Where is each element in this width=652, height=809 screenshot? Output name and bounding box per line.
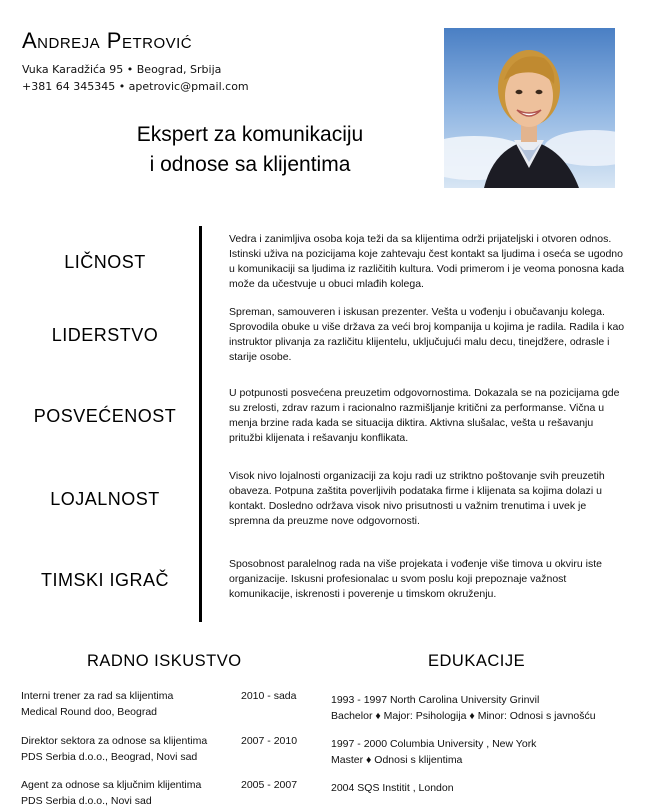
job-company: PDS Serbia d.o.o., Beograd, Novi sad bbox=[21, 751, 198, 763]
trait-text-lojalnost: Visok nivo lojalnosti organizaciji za koju radi uz striktno poštovanje svih preuzetih obaveza. Potpuna zaštita poverljivih podataka firme i klijenata sa kojima dolazi u kontakt. Dosledno održava visok nivo prisutnosti u važnim trenutima i uvek je spremna da preuzme nove odgovornosti. bbox=[229, 470, 605, 527]
job-entry bbox=[21, 688, 297, 720]
job-years: 2010 - sada bbox=[241, 690, 297, 702]
trait-label-posvecenost: POSVEĆENOST bbox=[33, 406, 177, 426]
resume-name: Andreja Petrović bbox=[22, 28, 193, 53]
job-entry bbox=[21, 733, 298, 765]
job-entry bbox=[21, 777, 298, 809]
job-company: PDS Serbia d.o.o., Novi sad bbox=[21, 795, 152, 807]
job-company: Medical Round doo, Beograd bbox=[21, 706, 158, 718]
contact-address-line: Vuka Karadžića 95 • Beograd, Srbija bbox=[22, 63, 222, 76]
headline bbox=[40, 120, 460, 180]
trait-text-timski-igrac: Sposobnost paralelnog rada na više projekata i vođenje više timova u okviru iste organizacije. Iskusni profesionalac u svom poslu koji prepoznaje važnost komunikacije, iskrenosti i poverenje u timskom okruženju. bbox=[229, 558, 602, 600]
trait-label-licnost: LIČNOST bbox=[64, 252, 146, 272]
job-role: Interni trener za rad sa klijentima bbox=[21, 690, 174, 702]
education-entry bbox=[331, 780, 454, 796]
education-entry bbox=[331, 736, 536, 768]
job-role: Direktor sektora za odnose sa klijentima bbox=[21, 735, 208, 747]
education-line-2: Bachelor ♦ Major: Psihologija ♦ Minor: Odnosi s javnošću bbox=[331, 710, 596, 722]
education-line-1: 2004 SQS Institit , London bbox=[331, 782, 454, 794]
headline-line-1: Ekspert za komunikaciju bbox=[136, 123, 364, 146]
trait-text-liderstvo: Spreman, samouveren i iskusan prezenter. Vešta u vođenju i obučavanju kolega. Sprovodila obuke u više država za veći broj kompanija u kojima je radila. Radila i kao instruktor plivanja za različitu klijentelu, uključujući malu decu, tinejdžere, odrasle i starije osobe. bbox=[229, 306, 625, 363]
job-years: 2007 - 2010 bbox=[241, 735, 298, 747]
trait-text-posvecenost: U potpunosti posvećena preuzetim odgovornostima. Dokazala se na pozicijama gde su zrelosti, zdrav razum i racionalno razmišljanje kritični za performanse. Vična u menja brzine rada kada se situacija diktira. Aktivna slušalac, vešta u rešavanju pritužbi klijenata i rešavanju konflikata. bbox=[229, 387, 620, 444]
contact-phone-email-line: +381 64 345345 • apetrovic@pmail.com bbox=[22, 80, 249, 93]
education-line-1: 1997 - 2000 Columbia University , New York bbox=[331, 738, 537, 750]
headline-line-2: i odnose sa klijentima bbox=[149, 153, 351, 176]
vertical-divider bbox=[199, 226, 202, 622]
trait-label-liderstvo: LIDERSTVO bbox=[51, 325, 159, 345]
profile-photo bbox=[444, 28, 615, 188]
trait-text-licnost: Vedra i zanimljiva osoba koja teži da sa klijentima održi prijateljski i otvoren odnos. Istinski uživa na pozicijama koje zahtevaju čest kontakt sa ljudima i oseća se ugodno u komunikaciji sa ljudima iz različitih kultura. Vodi primerom i je veoma ponosna kada može da učestvuje u obuci mlađih kolega. bbox=[229, 233, 625, 290]
education-line-1: 1993 - 1997 North Carolina University Grinvil bbox=[331, 694, 540, 706]
education-entry bbox=[331, 692, 596, 724]
education-line-2: Master ♦ Odnosi s klijentima bbox=[331, 754, 463, 766]
trait-label-timski-igrac: TIMSKI IGRAČ bbox=[40, 570, 169, 590]
job-years: 2005 - 2007 bbox=[241, 779, 298, 791]
job-role: Agent za odnose sa ključnim klijentima bbox=[21, 779, 202, 791]
experience-heading: RADNO ISKUSTVO bbox=[87, 652, 242, 670]
education-heading: EDUKACIJE bbox=[428, 652, 526, 670]
trait-label-lojalnost: LOJALNOST bbox=[50, 489, 160, 509]
